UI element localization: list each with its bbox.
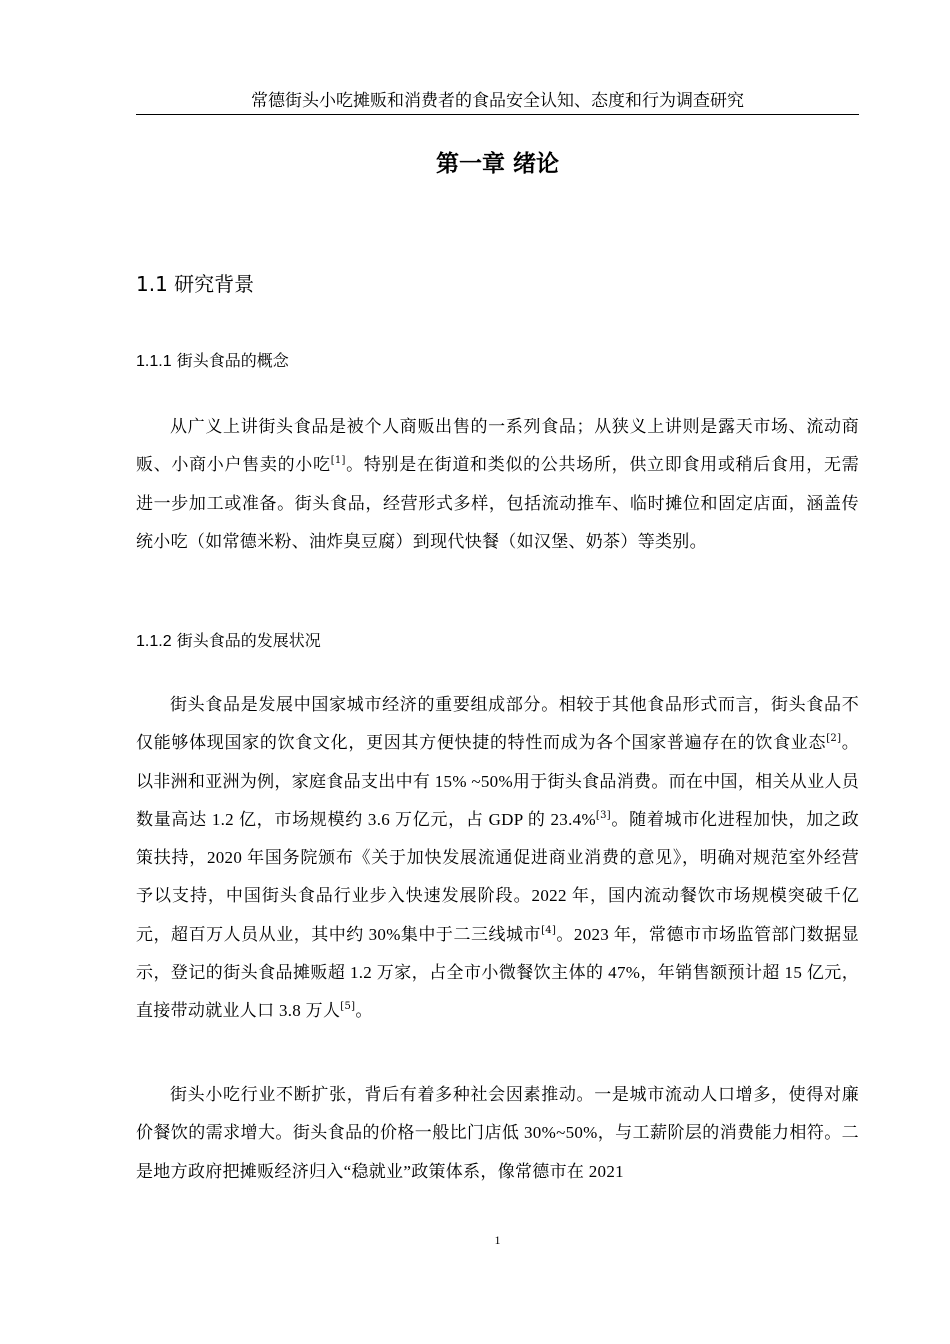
section-heading-1-1: 1.1 研究背景	[136, 272, 255, 296]
subsection-heading-1-1-1	[136, 350, 289, 373]
subsection-title: 街头食品的概念	[176, 351, 289, 370]
running-header: 常德街头小吃摊贩和消费者的食品安全认知、态度和行为调查研究	[251, 91, 744, 111]
citation-ref: [1]	[330, 455, 346, 467]
chapter-title: 第一章 绪论	[435, 151, 559, 177]
subsection-number: 1.1.1	[136, 353, 172, 370]
paragraph-text: 从广义上讲街头食品是被个人商贩出售的一系列食品；从狭义上讲则是露天市场、流动商贩、小商小户售卖的小吃	[136, 417, 859, 475]
paragraph-text: 。以非洲和亚洲为例，家庭食品支出中有 15% ~50%用于街头食品消费。而在中国，相关从业人员数量高达 1.2 亿，市场规模约 3.6 万亿元，占 GDP 的 23.4%	[136, 733, 859, 829]
paragraph-text: 。特别是在街道和类似的公共场所，供立即食用或稍后食用，无需进一步加工或准备。街头食品，经营形式多样，包括流动推车、临时摊位和固定店面，涵盖传统小吃（如常德米粉、油炸臭豆腐）到现代快餐（如汉堡、奶茶）等类别。	[136, 455, 859, 551]
paragraph-text: 。	[355, 1001, 373, 1021]
paragraph-text: 街头食品是发展中国家城市经济的重要组成部分。相较于其他食品形式而言，街头食品不仅能够体现国家的饮食文化，更因其方便快捷的特性而成为各个国家普遍存在的饮食业态	[136, 695, 859, 753]
citation-ref: [4]	[541, 924, 557, 936]
paragraph-text: 。随着城市化进程加快，加之政策扶持，2020 年国务院颁布《关于加快发展流通促进商业消费的意见》，明确对规范室外经营予以支持，中国街头食品行业步入快速发展阶段。2022 年，国内流动餐饮市场规模突破千亿元，超百万人员从业，其中约 30%集中于二三线城市	[136, 809, 859, 944]
page-number: 1	[494, 1233, 501, 1247]
body-paragraph-1	[136, 408, 859, 561]
citation-ref: [3]	[595, 809, 611, 821]
subsection-title: 街头食品的发展状况	[176, 631, 321, 650]
citation-ref: [5]	[340, 1001, 356, 1013]
subsection-number: 1.1.2	[136, 633, 172, 650]
citation-ref: [2]	[826, 733, 842, 745]
body-paragraph-3	[136, 1076, 859, 1191]
header-rule	[136, 114, 859, 115]
body-paragraph-2	[136, 686, 859, 1031]
paragraph-text: 街头小吃行业不断扩张，背后有着多种社会因素推动。一是城市流动人口增多，使得对廉价餐饮的需求增大。街头食品的价格一般比门店低 30%~50%，与工薪阶层的消费能力相符。二是地方政府把摊贩经济归入“稳就业”政策体系，像常德市在 2021	[136, 1085, 859, 1181]
paragraph-text: 。2023 年，常德市市场监管部门数据显示，登记的街头食品摊贩超 1.2 万家，占全市小微餐饮主体的 47%，年销售额预计超 15 亿元，直接带动就业人口 3.8 万人	[136, 924, 859, 1021]
subsection-heading-1-1-2	[136, 630, 321, 653]
